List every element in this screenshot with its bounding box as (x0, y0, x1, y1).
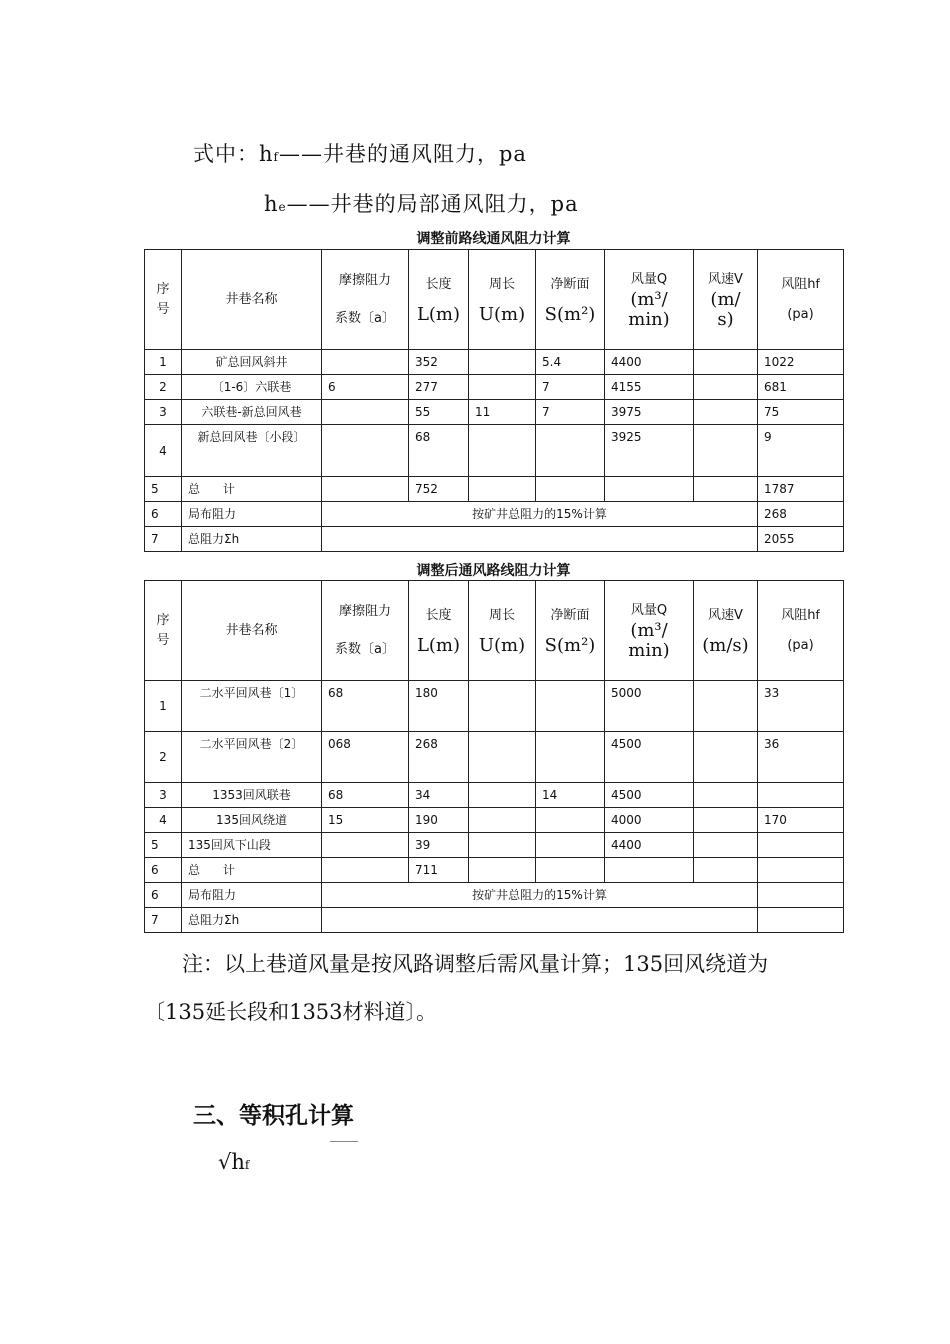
cell-perimeter (469, 833, 536, 858)
cell-perimeter (469, 732, 536, 783)
cell-length: 180 (409, 681, 469, 732)
formula-root-text: √h (218, 1150, 245, 1174)
cell-perimeter (469, 808, 536, 833)
cell-airflow: 3925 (605, 425, 694, 477)
cell-length: 34 (409, 783, 469, 808)
cell-name: 二水平回风巷〔2〕 (182, 732, 322, 783)
cell-seq: 4 (145, 425, 182, 477)
def-text: ——井巷的局部通风阻力，pa (286, 192, 579, 216)
cell-perimeter (469, 477, 536, 502)
cell-coef (322, 477, 409, 502)
cell-name: 135回风下山段 (182, 833, 322, 858)
cell-seq: 3 (145, 400, 182, 425)
cell-perimeter (469, 425, 536, 477)
cell-seq: 7 (145, 908, 182, 933)
cell-seq: 2 (145, 732, 182, 783)
cell-section (536, 808, 605, 833)
cell-section: 7 (536, 400, 605, 425)
def-subscript: e (278, 200, 287, 214)
header-perimeter: 周长 U(m) (469, 581, 536, 681)
header-velocity: 风速V (m/ s) (694, 250, 758, 350)
cell-section: 14 (536, 783, 605, 808)
cell-airflow: 4400 (605, 350, 694, 375)
cell-resistance: 1022 (758, 350, 844, 375)
header-seq: 序 号 (145, 250, 182, 350)
cell-length: 190 (409, 808, 469, 833)
cell-coef (322, 833, 409, 858)
cell-name: 局布阻力 (182, 502, 322, 527)
cell-name: 总 计 (182, 477, 322, 502)
cell-resistance: 268 (758, 502, 844, 527)
header-resistance: 风阻hf (pa) (758, 581, 844, 681)
table-before-adjustment (144, 249, 844, 552)
cell-section (536, 732, 605, 783)
header-section: 净断面 S(m²) (536, 250, 605, 350)
cell-perimeter: 11 (469, 400, 536, 425)
cell-length: 39 (409, 833, 469, 858)
cell-airflow: 5000 (605, 681, 694, 732)
cell-local-note: 按矿井总阻力的15%计算 (322, 502, 758, 527)
table2-header-row (145, 581, 844, 681)
cell-velocity (694, 375, 758, 400)
cell-velocity (694, 681, 758, 732)
cell-seq: 6 (145, 858, 182, 883)
cell-length: 55 (409, 400, 469, 425)
table2-title: 调整后通风路线阻力计算 (416, 563, 571, 579)
cell-resistance (758, 908, 844, 933)
cell-airflow: 4000 (605, 808, 694, 833)
cell-airflow: 3975 (605, 400, 694, 425)
table-row (145, 400, 844, 425)
cell-seq: 5 (145, 833, 182, 858)
section-heading: 三、等积孔计算 (193, 1103, 354, 1129)
formula-subscript: f (244, 1158, 250, 1172)
header-resistance: 风阻hf (pa) (758, 250, 844, 350)
table-after-adjustment (144, 580, 844, 933)
cell-section (536, 425, 605, 477)
cell-resistance: 681 (758, 375, 844, 400)
cell-coef: 15 (322, 808, 409, 833)
cell-section: 5.4 (536, 350, 605, 375)
header-section: 净断面 S(m²) (536, 581, 605, 681)
cell-coef: 6 (322, 375, 409, 400)
def-prefix: h (264, 192, 279, 216)
cell-name: 二水平回风巷〔1〕 (182, 681, 322, 732)
cell-seq: 3 (145, 783, 182, 808)
cell-resistance: 33 (758, 681, 844, 732)
cell-name: 总阻力Σh (182, 908, 322, 933)
table-row (145, 732, 844, 783)
table-row (145, 808, 844, 833)
cell-empty (322, 908, 758, 933)
cell-seq: 2 (145, 375, 182, 400)
table-row (145, 681, 844, 732)
header-seq: 序 号 (145, 581, 182, 681)
header-airflow: 风量Q (m³/ min) (605, 581, 694, 681)
cell-perimeter (469, 783, 536, 808)
cell-coef: 68 (322, 783, 409, 808)
cell-coef (322, 400, 409, 425)
cell-name: 〔1-6〕六联巷 (182, 375, 322, 400)
cell-seq: 5 (145, 477, 182, 502)
cell-resistance: 1787 (758, 477, 844, 502)
table-row (145, 477, 844, 502)
note-paragraph: 注：以上巷道风量是按风路调整后需风量计算；135回风绕道为〔135延长段和1353材料道〕。 (144, 952, 769, 1024)
cell-length: 711 (409, 858, 469, 883)
cell-name: 总阻力Σh (182, 527, 322, 552)
table-row-local-resistance (145, 502, 844, 527)
header-coef: 摩擦阻力 系数〔a〕 (322, 581, 409, 681)
cell-section (536, 858, 605, 883)
cell-length: 752 (409, 477, 469, 502)
cell-airflow: 4500 (605, 732, 694, 783)
cell-airflow (605, 477, 694, 502)
cell-coef: 068 (322, 732, 409, 783)
cell-resistance (758, 783, 844, 808)
cell-resistance: 36 (758, 732, 844, 783)
cell-velocity (694, 425, 758, 477)
cell-velocity (694, 732, 758, 783)
cell-seq: 6 (145, 883, 182, 908)
cell-name: 局布阻力 (182, 883, 322, 908)
cell-airflow (605, 858, 694, 883)
table-row (145, 425, 844, 477)
cell-coef (322, 425, 409, 477)
formula-rule (330, 1141, 358, 1142)
header-velocity: 风速V (m/s) (694, 581, 758, 681)
cell-velocity (694, 400, 758, 425)
cell-seq: 7 (145, 527, 182, 552)
cell-section (536, 477, 605, 502)
cell-seq: 6 (145, 502, 182, 527)
table-row-local-resistance (145, 883, 844, 908)
cell-name: 矿总回风斜井 (182, 350, 322, 375)
table-row (145, 833, 844, 858)
table-row (145, 350, 844, 375)
cell-velocity (694, 477, 758, 502)
table1-title: 调整前路线通风阻力计算 (416, 231, 571, 247)
cell-airflow: 4400 (605, 833, 694, 858)
table1-header-row (145, 250, 844, 350)
cell-velocity (694, 783, 758, 808)
table-row (145, 858, 844, 883)
cell-name: 六联巷-新总回风巷 (182, 400, 322, 425)
cell-length: 268 (409, 732, 469, 783)
cell-section (536, 833, 605, 858)
header-coef: 摩擦阻力 系数〔a〕 (322, 250, 409, 350)
cell-resistance (758, 858, 844, 883)
header-name: 井巷名称 (182, 250, 322, 350)
definition-hf (193, 138, 527, 168)
cell-seq: 4 (145, 808, 182, 833)
cell-length: 68 (409, 425, 469, 477)
cell-resistance: 170 (758, 808, 844, 833)
cell-name: 总 计 (182, 858, 322, 883)
table-row-total-resistance (145, 908, 844, 933)
cell-resistance (758, 883, 844, 908)
header-airflow: 风量Q (m³/ min) (605, 250, 694, 350)
cell-section: 7 (536, 375, 605, 400)
cell-local-note: 按矿井总阻力的15%计算 (322, 883, 758, 908)
cell-section (536, 681, 605, 732)
cell-empty (322, 527, 758, 552)
def-subscript: f (273, 150, 279, 164)
table-row-total-resistance (145, 527, 844, 552)
cell-seq: 1 (145, 681, 182, 732)
cell-length: 352 (409, 350, 469, 375)
cell-resistance: 9 (758, 425, 844, 477)
header-length: 长度 L(m) (409, 250, 469, 350)
cell-resistance: 2055 (758, 527, 844, 552)
cell-perimeter (469, 375, 536, 400)
cell-velocity (694, 858, 758, 883)
cell-perimeter (469, 350, 536, 375)
cell-coef: 68 (322, 681, 409, 732)
cell-seq: 1 (145, 350, 182, 375)
cell-airflow: 4500 (605, 783, 694, 808)
table-row (145, 375, 844, 400)
cell-name: 新总回风巷〔小段〕 (182, 425, 322, 477)
def-text: ——井巷的通风阻力，pa (278, 142, 527, 166)
cell-perimeter (469, 681, 536, 732)
cell-coef (322, 350, 409, 375)
cell-resistance (758, 833, 844, 858)
def-prefix: 式中：h (193, 142, 274, 166)
cell-airflow: 4155 (605, 375, 694, 400)
cell-resistance: 75 (758, 400, 844, 425)
cell-velocity (694, 350, 758, 375)
cell-length: 277 (409, 375, 469, 400)
table-row (145, 783, 844, 808)
cell-velocity (694, 833, 758, 858)
cell-coef (322, 858, 409, 883)
cell-name: 135回风绕道 (182, 808, 322, 833)
cell-velocity (694, 808, 758, 833)
header-perimeter: 周长 U(m) (469, 250, 536, 350)
cell-name: 1353回风联巷 (182, 783, 322, 808)
formula-root (218, 1150, 249, 1174)
header-name: 井巷名称 (182, 581, 322, 681)
header-length: 长度 L(m) (409, 581, 469, 681)
cell-perimeter (469, 858, 536, 883)
definition-he (264, 188, 579, 218)
